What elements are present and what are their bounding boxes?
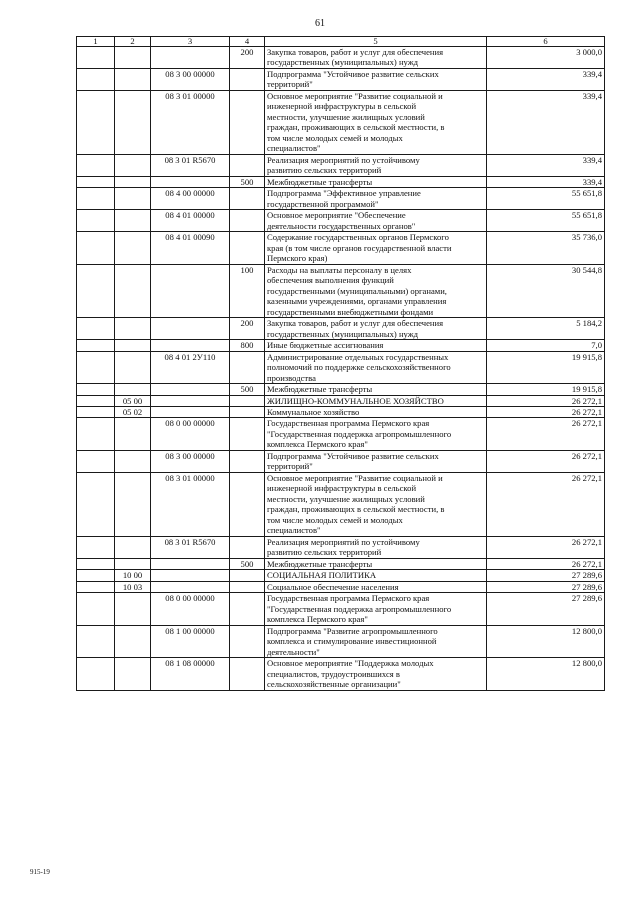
cell-expense-type: 500	[230, 384, 265, 395]
cell-expense-type	[230, 351, 265, 383]
cell-col-1	[77, 176, 115, 187]
cell-expense-type	[230, 210, 265, 232]
cell-name: Межбюджетные трансферты	[265, 558, 487, 569]
table-row	[77, 154, 605, 176]
cell-name: Подпрограмма "Эффективное управление государственной программой"	[265, 188, 487, 210]
cell-amount: 26 272,1	[487, 536, 605, 558]
cell-target-article: 08 4 01 2У110	[151, 351, 230, 383]
cell-col-1	[77, 472, 115, 536]
cell-amount: 27 289,6	[487, 593, 605, 625]
cell-section	[115, 450, 151, 472]
cell-col-1	[77, 210, 115, 232]
cell-expense-type	[230, 536, 265, 558]
cell-name: Закупка товаров, работ и услуг для обеспечения государственных (муниципальных) нужд	[265, 318, 487, 340]
table-row	[77, 395, 605, 406]
cell-expense-type	[230, 570, 265, 581]
cell-name: Межбюджетные трансферты	[265, 384, 487, 395]
cell-col-1	[77, 395, 115, 406]
cell-expense-type	[230, 154, 265, 176]
header-col-5: 5	[265, 37, 487, 47]
cell-name: Основное мероприятие "Обеспечение деятельности государственных органов"	[265, 210, 487, 232]
cell-name: Администрирование отдельных государственных полномочий по поддержке сельскохозяйственного производства	[265, 351, 487, 383]
cell-col-1	[77, 536, 115, 558]
table-row	[77, 68, 605, 90]
cell-target-article: 08 4 01 00000	[151, 210, 230, 232]
table-row	[77, 558, 605, 569]
table-row	[77, 318, 605, 340]
cell-expense-type: 200	[230, 47, 265, 69]
cell-section	[115, 318, 151, 340]
cell-target-article	[151, 264, 230, 317]
header-col-1: 1	[77, 37, 115, 47]
cell-target-article: 08 0 00 00000	[151, 418, 230, 450]
table-row	[77, 90, 605, 154]
table-row	[77, 176, 605, 187]
cell-section	[115, 154, 151, 176]
cell-section	[115, 340, 151, 351]
cell-expense-type: 500	[230, 176, 265, 187]
cell-col-1	[77, 450, 115, 472]
cell-expense-type	[230, 406, 265, 417]
cell-col-1	[77, 570, 115, 581]
cell-section	[115, 593, 151, 625]
cell-amount: 19 915,8	[487, 351, 605, 383]
cell-name: Реализация мероприятий по устойчивому развитию сельских территорий	[265, 154, 487, 176]
header-col-4: 4	[230, 37, 265, 47]
cell-name: Расходы на выплаты персоналу в целях обеспечения выполнения функций государственными (муниципальными) органами, казенными учреждениями, органами управления государственными внебюджетными фондами	[265, 264, 487, 317]
cell-col-1	[77, 418, 115, 450]
cell-expense-type	[230, 188, 265, 210]
table-row	[77, 625, 605, 657]
cell-amount: 3 000,0	[487, 47, 605, 69]
cell-amount: 30 544,8	[487, 264, 605, 317]
table-row	[77, 450, 605, 472]
cell-col-1	[77, 593, 115, 625]
cell-col-1	[77, 658, 115, 690]
cell-target-article	[151, 581, 230, 592]
cell-col-1	[77, 232, 115, 264]
table-row	[77, 406, 605, 417]
cell-target-article	[151, 384, 230, 395]
cell-name: Подпрограмма "Устойчивое развитие сельских территорий"	[265, 450, 487, 472]
cell-col-1	[77, 68, 115, 90]
table-row	[77, 570, 605, 581]
table-row	[77, 340, 605, 351]
cell-col-1	[77, 384, 115, 395]
cell-target-article: 08 4 00 00000	[151, 188, 230, 210]
cell-amount: 339,4	[487, 68, 605, 90]
cell-target-article: 08 3 01 R5670	[151, 536, 230, 558]
table-header-row	[77, 37, 605, 47]
table-row	[77, 188, 605, 210]
cell-amount: 19 915,8	[487, 384, 605, 395]
cell-target-article: 08 3 00 00000	[151, 68, 230, 90]
cell-name: Содержание государственных органов Пермского края (в том числе органов государственной власти Пермского края)	[265, 232, 487, 264]
cell-col-1	[77, 558, 115, 569]
cell-expense-type: 800	[230, 340, 265, 351]
cell-target-article: 08 3 01 00000	[151, 472, 230, 536]
cell-name: Межбюджетные трансферты	[265, 176, 487, 187]
cell-name: Социальное обеспечение населения	[265, 581, 487, 592]
cell-section	[115, 90, 151, 154]
table-row	[77, 210, 605, 232]
cell-col-1	[77, 406, 115, 417]
cell-target-article: 08 0 00 00000	[151, 593, 230, 625]
cell-section	[115, 176, 151, 187]
cell-target-article: 08 4 01 00090	[151, 232, 230, 264]
cell-target-article	[151, 47, 230, 69]
cell-section	[115, 351, 151, 383]
cell-amount: 26 272,1	[487, 472, 605, 536]
cell-amount: 339,4	[487, 176, 605, 187]
cell-section	[115, 658, 151, 690]
header-col-2: 2	[115, 37, 151, 47]
cell-target-article: 08 3 01 00000	[151, 90, 230, 154]
cell-target-article: 08 3 01 R5670	[151, 154, 230, 176]
cell-section	[115, 188, 151, 210]
cell-section	[115, 625, 151, 657]
cell-name: Иные бюджетные ассигнования	[265, 340, 487, 351]
cell-col-1	[77, 318, 115, 340]
cell-amount: 26 272,1	[487, 418, 605, 450]
cell-section: 05 02	[115, 406, 151, 417]
cell-expense-type	[230, 395, 265, 406]
cell-target-article	[151, 406, 230, 417]
cell-section	[115, 472, 151, 536]
cell-amount: 55 651,8	[487, 188, 605, 210]
cell-expense-type: 100	[230, 264, 265, 317]
table-row	[77, 351, 605, 383]
header-col-3: 3	[151, 37, 230, 47]
cell-target-article: 08 1 08 00000	[151, 658, 230, 690]
cell-amount: 12 800,0	[487, 625, 605, 657]
cell-amount: 339,4	[487, 154, 605, 176]
cell-amount: 26 272,1	[487, 450, 605, 472]
cell-target-article	[151, 570, 230, 581]
cell-section	[115, 68, 151, 90]
cell-target-article: 08 3 00 00000	[151, 450, 230, 472]
cell-amount: 26 272,1	[487, 395, 605, 406]
cell-name: Подпрограмма "Развитие агропромышленного комплекса и стимулирование инвестиционной деятельности"	[265, 625, 487, 657]
cell-expense-type	[230, 625, 265, 657]
cell-expense-type: 500	[230, 558, 265, 569]
cell-section	[115, 418, 151, 450]
table-row	[77, 418, 605, 450]
cell-col-1	[77, 264, 115, 317]
budget-table-body	[77, 47, 605, 691]
cell-expense-type: 200	[230, 318, 265, 340]
cell-target-article	[151, 176, 230, 187]
cell-name: Основное мероприятие "Развитие социальной и инженерной инфраструктуры в сельской местности, улучшение жилищных условий граждан, проживающих в сельской местности, в том числе молодых семей и молодых специалистов"	[265, 472, 487, 536]
cell-amount: 27 289,6	[487, 581, 605, 592]
cell-col-1	[77, 90, 115, 154]
cell-expense-type	[230, 593, 265, 625]
table-row	[77, 593, 605, 625]
cell-section: 10 03	[115, 581, 151, 592]
cell-section	[115, 384, 151, 395]
cell-expense-type	[230, 68, 265, 90]
cell-name: Закупка товаров, работ и услуг для обеспечения государственных (муниципальных) нужд	[265, 47, 487, 69]
cell-section	[115, 232, 151, 264]
cell-target-article	[151, 395, 230, 406]
table-row	[77, 384, 605, 395]
table-row	[77, 581, 605, 592]
cell-name: Государственная программа Пермского края "Государственная поддержка агропромышленного комплекса Пермского края"	[265, 418, 487, 450]
cell-expense-type	[230, 472, 265, 536]
cell-section: 05 00	[115, 395, 151, 406]
table-row	[77, 264, 605, 317]
cell-col-1	[77, 154, 115, 176]
cell-expense-type	[230, 418, 265, 450]
cell-amount: 7,0	[487, 340, 605, 351]
cell-target-article	[151, 558, 230, 569]
cell-col-1	[77, 351, 115, 383]
cell-expense-type	[230, 450, 265, 472]
cell-name: Государственная программа Пермского края "Государственная поддержка агропромышленного комплекса Пермского края"	[265, 593, 487, 625]
table-row	[77, 472, 605, 536]
cell-amount: 27 289,6	[487, 570, 605, 581]
cell-col-1	[77, 625, 115, 657]
cell-expense-type	[230, 658, 265, 690]
cell-amount: 26 272,1	[487, 558, 605, 569]
cell-expense-type	[230, 581, 265, 592]
cell-col-1	[77, 188, 115, 210]
cell-expense-type	[230, 90, 265, 154]
cell-amount: 339,4	[487, 90, 605, 154]
cell-section	[115, 47, 151, 69]
header-col-6: 6	[487, 37, 605, 47]
cell-section	[115, 558, 151, 569]
table-row	[77, 658, 605, 690]
cell-col-1	[77, 581, 115, 592]
cell-name: Основное мероприятие "Поддержка молодых специалистов, трудоустроившихся в сельскохозяйственные организации"	[265, 658, 487, 690]
cell-section	[115, 264, 151, 317]
cell-expense-type	[230, 232, 265, 264]
table-row	[77, 232, 605, 264]
cell-amount: 35 736,0	[487, 232, 605, 264]
cell-section: 10 00	[115, 570, 151, 581]
cell-name: Подпрограмма "Устойчивое развитие сельских территорий"	[265, 68, 487, 90]
cell-amount: 12 800,0	[487, 658, 605, 690]
cell-name: ЖИЛИЩНО-КОММУНАЛЬНОЕ ХОЗЯЙСТВО	[265, 395, 487, 406]
cell-target-article: 08 1 00 00000	[151, 625, 230, 657]
cell-name: СОЦИАЛЬНАЯ ПОЛИТИКА	[265, 570, 487, 581]
cell-section	[115, 210, 151, 232]
cell-name: Реализация мероприятий по устойчивому развитию сельских территорий	[265, 536, 487, 558]
cell-name: Коммунальное хозяйство	[265, 406, 487, 417]
table-row	[77, 47, 605, 69]
page-number: 61	[315, 18, 325, 29]
cell-col-1	[77, 340, 115, 351]
cell-col-1	[77, 47, 115, 69]
cell-target-article	[151, 318, 230, 340]
footer-code: 915-19	[30, 868, 50, 876]
cell-target-article	[151, 340, 230, 351]
cell-section	[115, 536, 151, 558]
table-row	[77, 536, 605, 558]
cell-amount: 55 651,8	[487, 210, 605, 232]
budget-table	[76, 36, 605, 691]
cell-amount: 26 272,1	[487, 406, 605, 417]
cell-amount: 5 184,2	[487, 318, 605, 340]
cell-name: Основное мероприятие "Развитие социальной и инженерной инфраструктуры в сельской местности, улучшение жилищных условий граждан, проживающих в сельской местности, в том числе молодых семей и молодых специалистов"	[265, 90, 487, 154]
